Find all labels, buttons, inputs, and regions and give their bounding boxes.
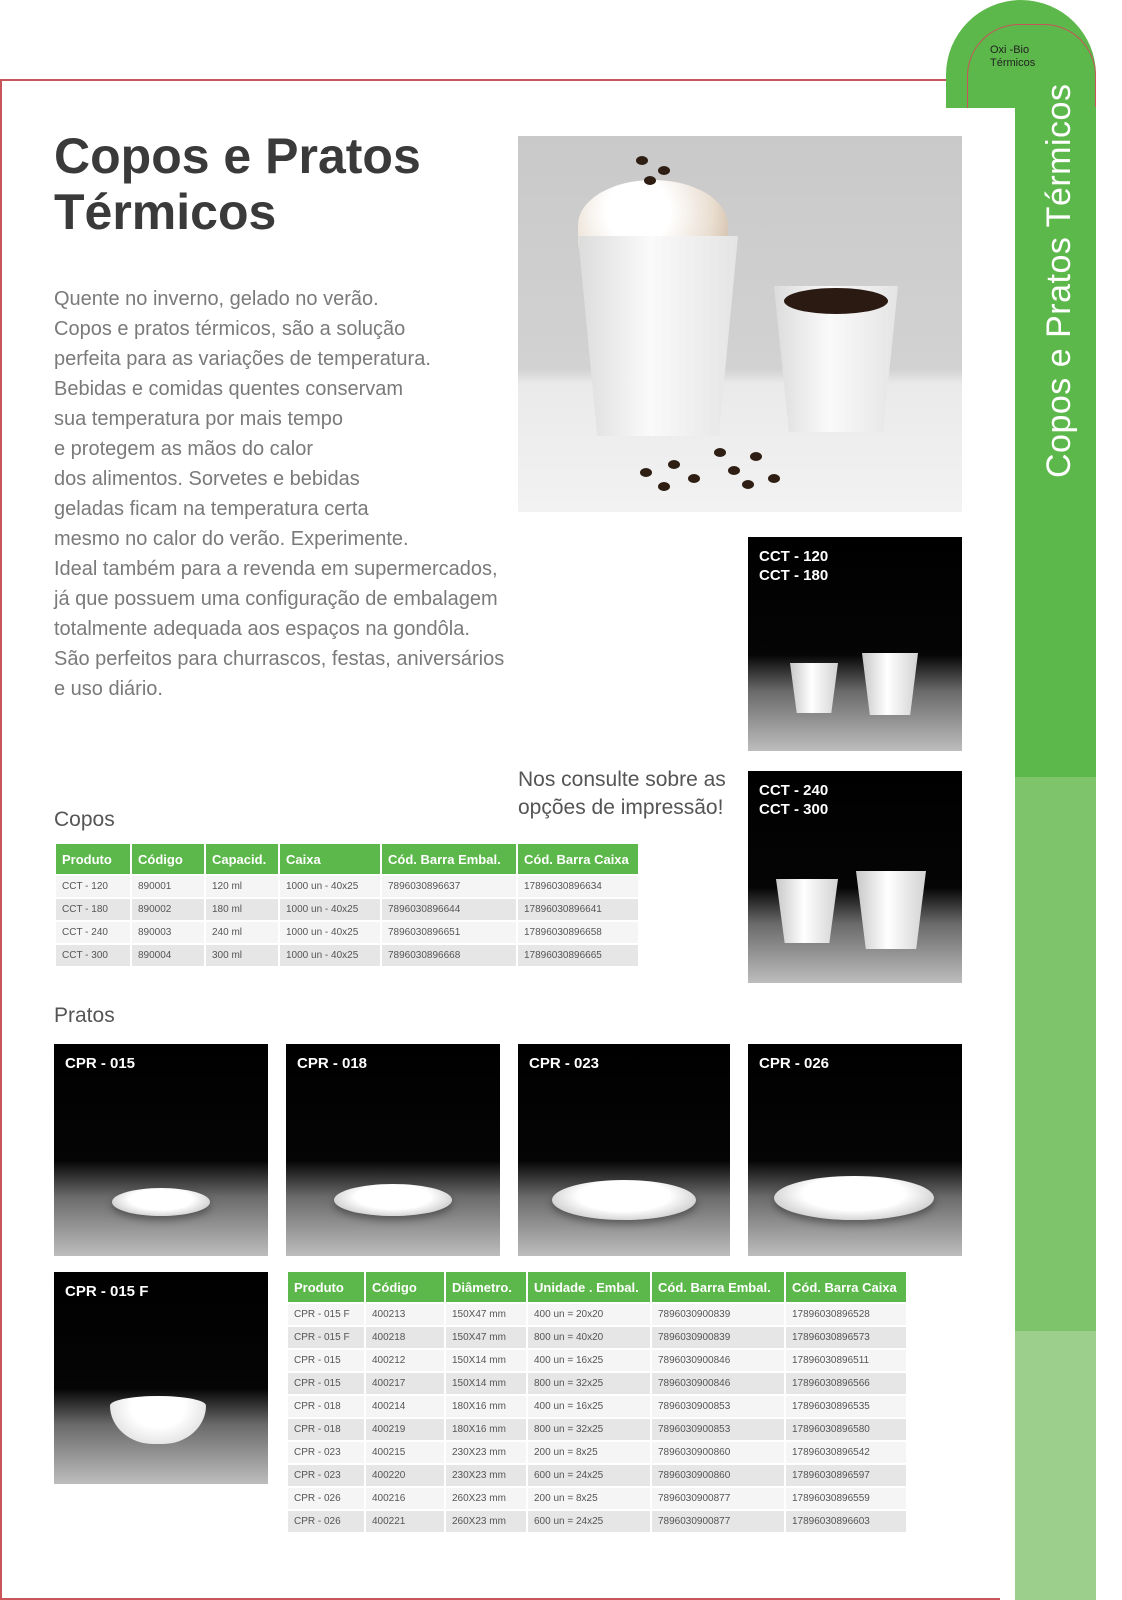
table-cell: CPR - 015 F bbox=[288, 1304, 364, 1325]
intro-line: e protegem as mãos do calor bbox=[54, 438, 314, 460]
coffee-bean bbox=[714, 448, 726, 457]
coffee-bean bbox=[688, 474, 700, 483]
table-cell: 17896030896665 bbox=[518, 945, 638, 966]
table-cell: 7896030900860 bbox=[652, 1465, 784, 1486]
column-header: Cód. Barra Embal. bbox=[382, 844, 516, 874]
intro-line: geladas ficam na temperatura certa bbox=[54, 498, 369, 520]
cup-image bbox=[790, 663, 838, 713]
table-cell: 17896030896658 bbox=[518, 922, 638, 943]
table-cell: 17896030896580 bbox=[786, 1419, 906, 1440]
plate-image bbox=[112, 1188, 210, 1216]
coffee-bean bbox=[750, 452, 762, 461]
table-cell: CPR - 023 bbox=[288, 1465, 364, 1486]
table-cell: CCT - 180 bbox=[56, 899, 130, 920]
photo-label bbox=[759, 781, 828, 819]
pratos-table bbox=[286, 1270, 908, 1534]
column-header: Caixa bbox=[280, 844, 380, 874]
table-row bbox=[288, 1419, 906, 1440]
table-cell: 7896030900853 bbox=[652, 1419, 784, 1440]
section-tab-label bbox=[990, 44, 1080, 70]
table-cell: CPR - 026 bbox=[288, 1511, 364, 1532]
bowl-image bbox=[110, 1396, 206, 1444]
table-cell: 400217 bbox=[366, 1373, 444, 1394]
coffee-bean bbox=[728, 466, 740, 475]
intro-line: Ideal também para a revenda em supermercados, bbox=[54, 558, 498, 580]
table-cell: 890003 bbox=[132, 922, 204, 943]
table-cell: 1000 un - 40x25 bbox=[280, 922, 380, 943]
table-row bbox=[288, 1442, 906, 1463]
coffee-surface bbox=[784, 288, 888, 314]
table-cell: 800 un = 32x25 bbox=[528, 1373, 650, 1394]
table-cell: 260X23 mm bbox=[446, 1488, 526, 1509]
table-cell: CPR - 015 F bbox=[288, 1327, 364, 1348]
table-cell: 230X23 mm bbox=[446, 1442, 526, 1463]
table-cell: 1000 un - 40x25 bbox=[280, 945, 380, 966]
table-cell: CPR - 015 bbox=[288, 1373, 364, 1394]
table-cell: 260X23 mm bbox=[446, 1511, 526, 1532]
table-cell: 7896030900877 bbox=[652, 1511, 784, 1532]
coffee-bean bbox=[658, 166, 670, 175]
column-header: Unidade . Embal. bbox=[528, 1272, 650, 1302]
cpr-026-photo bbox=[748, 1044, 962, 1256]
page-title-line2: Térmicos bbox=[54, 184, 277, 240]
page-title-line1: Copos e Pratos bbox=[54, 128, 421, 184]
column-header: Código bbox=[132, 844, 204, 874]
table-cell: 400219 bbox=[366, 1419, 444, 1440]
table-row bbox=[56, 945, 638, 966]
page-border-top bbox=[0, 79, 1000, 81]
column-header: Cód. Barra Caixa bbox=[786, 1272, 906, 1302]
table-row bbox=[288, 1465, 906, 1486]
cpr-018-photo bbox=[286, 1044, 500, 1256]
side-stripe-middle bbox=[1015, 777, 1096, 1331]
print-options-note: Nos consulte sobre as opções de impressão! bbox=[518, 768, 726, 819]
table-cell: 7896030900853 bbox=[652, 1396, 784, 1417]
side-stripe-bottom bbox=[1015, 1331, 1096, 1600]
table-cell: 7896030896637 bbox=[382, 876, 516, 897]
table-cell: 17896030896511 bbox=[786, 1350, 906, 1371]
table-cell: 400 un = 20x20 bbox=[528, 1304, 650, 1325]
table-cell: 17896030896641 bbox=[518, 899, 638, 920]
plate-image bbox=[552, 1180, 696, 1220]
table-cell: 400221 bbox=[366, 1511, 444, 1532]
table-cell: 800 un = 32x25 bbox=[528, 1419, 650, 1440]
coffee-bean bbox=[636, 156, 648, 165]
intro-line: totalmente adequada aos espaços na gondôla. bbox=[54, 618, 470, 640]
side-vertical-title: Copos e Pratos Térmicos bbox=[1040, 83, 1078, 478]
table-cell: 180 ml bbox=[206, 899, 278, 920]
table-cell: 7896030896668 bbox=[382, 945, 516, 966]
table-cell: CPR - 018 bbox=[288, 1419, 364, 1440]
table-cell: 400218 bbox=[366, 1327, 444, 1348]
column-header: Cód. Barra Caixa bbox=[518, 844, 638, 874]
table-cell: 400220 bbox=[366, 1465, 444, 1486]
table-cell: 200 un = 8x25 bbox=[528, 1488, 650, 1509]
coffee-bean bbox=[768, 474, 780, 483]
table-row bbox=[56, 899, 638, 920]
table-cell: 7896030900846 bbox=[652, 1350, 784, 1371]
photo-label-line: CCT - 300 bbox=[759, 801, 829, 818]
cpr-015-photo bbox=[54, 1044, 268, 1256]
table-cell: 17896030896535 bbox=[786, 1396, 906, 1417]
table-cell: 150X14 mm bbox=[446, 1373, 526, 1394]
intro-line: mesmo no calor do verão. Experimente. bbox=[54, 528, 409, 550]
table-row bbox=[288, 1327, 906, 1348]
column-header: Produto bbox=[288, 1272, 364, 1302]
copos-table bbox=[54, 842, 640, 968]
copos-heading: Copos bbox=[54, 808, 115, 831]
table-cell: 890004 bbox=[132, 945, 204, 966]
table-header-row bbox=[56, 844, 638, 874]
coffee-bean bbox=[640, 468, 652, 477]
table-row bbox=[288, 1373, 906, 1394]
plate-image bbox=[774, 1176, 934, 1220]
intro-line: perfeita para as variações de temperatura. bbox=[54, 348, 431, 370]
page-title bbox=[54, 128, 421, 240]
cct-120-180-photo bbox=[748, 537, 962, 751]
page-border-left bbox=[0, 79, 2, 1600]
column-header: Diâmetro. bbox=[446, 1272, 526, 1302]
table-cell: 150X47 mm bbox=[446, 1304, 526, 1325]
cup-image bbox=[776, 879, 838, 943]
coffee-bean bbox=[644, 176, 656, 185]
column-header: Cód. Barra Embal. bbox=[652, 1272, 784, 1302]
plate-image bbox=[334, 1184, 452, 1216]
table-row bbox=[288, 1511, 906, 1532]
photo-label bbox=[759, 547, 828, 585]
table-cell: 17896030896559 bbox=[786, 1488, 906, 1509]
table-cell: 180X16 mm bbox=[446, 1419, 526, 1440]
table-cell: 800 un = 40x20 bbox=[528, 1327, 650, 1348]
photo-label: CPR - 026 bbox=[759, 1055, 830, 1072]
table-cell: 1000 un - 40x25 bbox=[280, 899, 380, 920]
table-cell: 1000 un - 40x25 bbox=[280, 876, 380, 897]
pratos-heading: Pratos bbox=[54, 1004, 115, 1027]
table-cell: 180X16 mm bbox=[446, 1396, 526, 1417]
intro-line: dos alimentos. Sorvetes e bebidas bbox=[54, 468, 360, 490]
table-cell: 400215 bbox=[366, 1442, 444, 1463]
table-cell: 7896030896644 bbox=[382, 899, 516, 920]
photo-label: CPR - 015 bbox=[65, 1055, 136, 1072]
intro-line: São perfeitos para churrascos, festas, aniversários bbox=[54, 648, 505, 670]
intro-line: Copos e pratos térmicos, são a solução bbox=[54, 318, 406, 340]
table-cell: 17896030896566 bbox=[786, 1373, 906, 1394]
table-header-row bbox=[288, 1272, 906, 1302]
table-cell: 17896030896528 bbox=[786, 1304, 906, 1325]
table-cell: 400 un = 16x25 bbox=[528, 1396, 650, 1417]
table-cell: 120 ml bbox=[206, 876, 278, 897]
table-cell: 400216 bbox=[366, 1488, 444, 1509]
cct-240-300-photo bbox=[748, 771, 962, 983]
tall-cup-image bbox=[578, 236, 738, 436]
table-cell: 17896030896573 bbox=[786, 1327, 906, 1348]
coffee-bean bbox=[658, 482, 670, 491]
table-cell: 890002 bbox=[132, 899, 204, 920]
table-cell: 300 ml bbox=[206, 945, 278, 966]
intro-paragraph bbox=[54, 284, 514, 704]
table-cell: 240 ml bbox=[206, 922, 278, 943]
table-cell: 7896030900839 bbox=[652, 1304, 784, 1325]
table-cell: 7896030896651 bbox=[382, 922, 516, 943]
intro-line: sua temperatura por mais tempo bbox=[54, 408, 344, 430]
table-row bbox=[288, 1350, 906, 1371]
table-cell: 17896030896603 bbox=[786, 1511, 906, 1532]
table-row bbox=[56, 876, 638, 897]
coffee-bean bbox=[668, 460, 680, 469]
table-cell: CPR - 023 bbox=[288, 1442, 364, 1463]
intro-line: já que possuem uma configuração de embalagem bbox=[54, 588, 498, 610]
photo-label-line: CCT - 180 bbox=[759, 567, 829, 584]
table-cell: 150X47 mm bbox=[446, 1327, 526, 1348]
table-cell: 150X14 mm bbox=[446, 1350, 526, 1371]
column-header: Código bbox=[366, 1272, 444, 1302]
table-cell: 200 un = 8x25 bbox=[528, 1442, 650, 1463]
column-header: Produto bbox=[56, 844, 130, 874]
section-tab-line2: Térmicos bbox=[990, 57, 1036, 69]
table-cell: 7896030900839 bbox=[652, 1327, 784, 1348]
table-cell: 600 un = 24x25 bbox=[528, 1465, 650, 1486]
table-cell: 7896030900877 bbox=[652, 1488, 784, 1509]
table-cell: CPR - 015 bbox=[288, 1350, 364, 1371]
table-cell: 400212 bbox=[366, 1350, 444, 1371]
photo-label: CPR - 015 F bbox=[65, 1283, 149, 1300]
section-tab-line1: Oxi -Bio bbox=[990, 44, 1030, 56]
photo-label-line: CCT - 240 bbox=[759, 782, 829, 799]
cpr-023-photo bbox=[518, 1044, 730, 1256]
table-cell: 7896030900846 bbox=[652, 1373, 784, 1394]
photo-label: CPR - 018 bbox=[297, 1055, 368, 1072]
table-cell: 890001 bbox=[132, 876, 204, 897]
table-cell: 400213 bbox=[366, 1304, 444, 1325]
table-cell: CPR - 026 bbox=[288, 1488, 364, 1509]
table-cell: 7896030900860 bbox=[652, 1442, 784, 1463]
table-cell: CCT - 120 bbox=[56, 876, 130, 897]
cup-image bbox=[856, 871, 926, 949]
intro-line: e uso diário. bbox=[54, 678, 163, 700]
hero-photo bbox=[518, 136, 962, 512]
table-cell: CPR - 018 bbox=[288, 1396, 364, 1417]
cpr-015f-photo bbox=[54, 1272, 268, 1484]
photo-label: CPR - 023 bbox=[529, 1055, 600, 1072]
table-cell: 400214 bbox=[366, 1396, 444, 1417]
coffee-bean bbox=[742, 480, 754, 489]
intro-line: Quente no inverno, gelado no verão. bbox=[54, 288, 379, 310]
table-cell: 17896030896597 bbox=[786, 1465, 906, 1486]
column-header: Capacid. bbox=[206, 844, 278, 874]
table-row bbox=[288, 1396, 906, 1417]
table-cell: CCT - 240 bbox=[56, 922, 130, 943]
table-row bbox=[56, 922, 638, 943]
photo-label-line: CCT - 120 bbox=[759, 548, 829, 565]
table-row bbox=[288, 1304, 906, 1325]
table-cell: 600 un = 24x25 bbox=[528, 1511, 650, 1532]
table-row bbox=[288, 1488, 906, 1509]
table-cell: 230X23 mm bbox=[446, 1465, 526, 1486]
table-cell: 17896030896542 bbox=[786, 1442, 906, 1463]
table-cell: CCT - 300 bbox=[56, 945, 130, 966]
cup-image bbox=[862, 653, 918, 715]
table-cell: 400 un = 16x25 bbox=[528, 1350, 650, 1371]
table-cell: 17896030896634 bbox=[518, 876, 638, 897]
intro-line: Bebidas e comidas quentes conservam bbox=[54, 378, 404, 400]
